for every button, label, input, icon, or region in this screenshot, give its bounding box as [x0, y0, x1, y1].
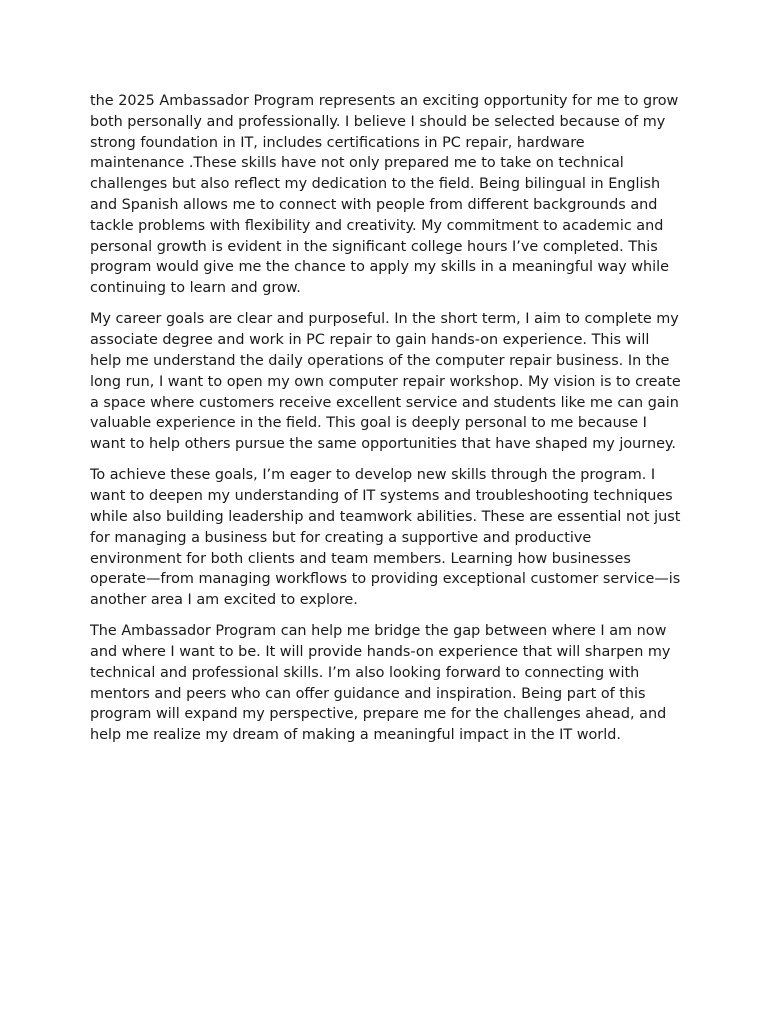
- essay-body: [90, 91, 682, 756]
- paragraph-career-goals: My career goals are clear and purposeful. In the short term, I aim to complete my associate degree and work in PC repair to gain hands-on experience. This will help me understand the daily operations of the computer repair business. In the long run, I want to open my own computer repair workshop. My vision is to create a space where customers receive excellent service and students like me can gain valuable experience in the field. This goal is deeply personal to me because I want to help others pursue the same opportunities that have shaped my journey.: [90, 311, 681, 453]
- paragraph-intro: the 2025 Ambassador Program represents an exciting opportunity for me to grow both personally and professionally. I believe I should be selected because of my strong foundation in IT, includes certifications in PC repair, hardware maintenance .These skills have not only prepared me to take on technical challenges but also reflect my dedication to the field. Being bilingual in English and Spanish allows me to connect with people from different backgrounds and tackle problems with flexibility and creativity. My commitment to academic and personal growth is evident in the significant college hours I’ve completed. This program would give me the chance to apply my skills in a meaningful way while continuing to learn and grow.: [90, 93, 679, 297]
- paragraph-conclusion: The Ambassador Program can help me bridge the gap between where I am now and where I want to be. It will provide hands-on experience that will sharpen my technical and professional skills. I’m also looking forward to connecting with mentors and peers who can offer guidance and inspiration. Being part of this program will expand my perspective, prepare me for the challenges ahead, and help me realize my dream of making a meaningful impact in the IT world.: [90, 623, 671, 744]
- paragraph-skills: To achieve these goals, I’m eager to develop new skills through the program. I want to deepen my understanding of IT systems and troubleshooting techniques while also building leadership and teamwork abilities. These are essential not just for managing a business but for creating a supportive and productive environment for both clients and team members. Learning how businesses operate—from managing workflows to providing exceptional customer service—is another area I am excited to explore.: [90, 467, 681, 609]
